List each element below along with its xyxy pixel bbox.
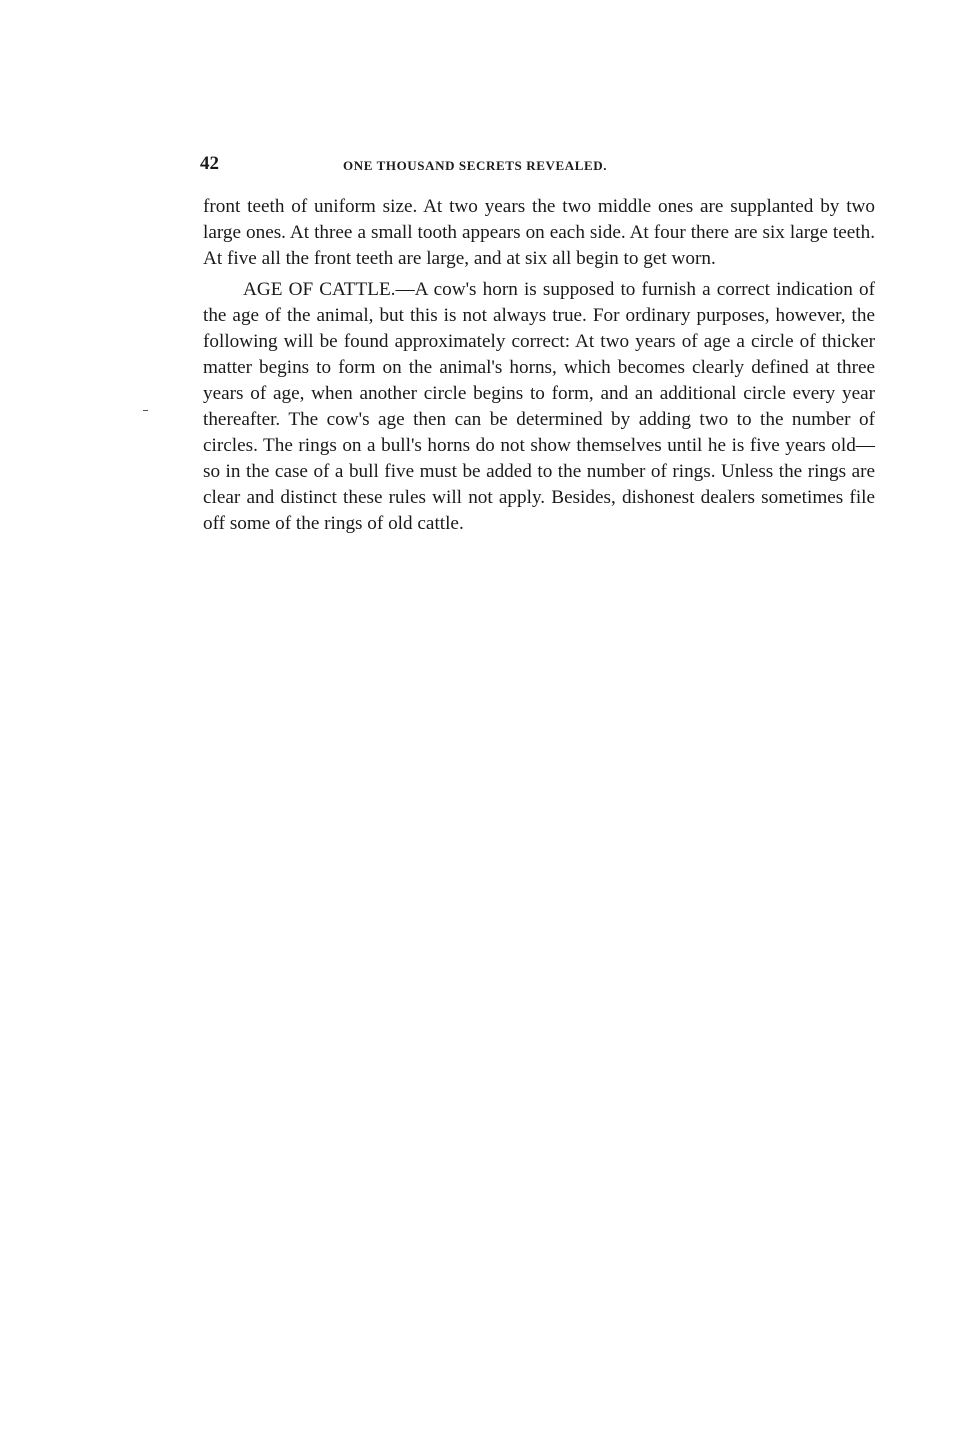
section-heading: AGE OF CATTLE. [243,279,396,300]
margin-mark [143,410,148,411]
book-page [200,150,875,537]
running-head [200,150,875,180]
paragraph-age-of-cattle [203,277,875,537]
paragraph-teeth-continuation [203,194,875,272]
page-number: 42 [200,153,219,174]
paragraph-text: —A cow's horn is supposed to furnish a correct indication of the age of the animal, but this is not always true. For ordinary purposes, however, the following will be found approximately correct: At two years of age a circle of thicker matter begins to form on the animal's horns, which becomes clearly defined at three years of age, when another circle begins to form, and an additional circle every year thereafter. The cow's age then can be determined by adding two to the number of circles. The rings on a bull's horns do not show themselves until he is five years old—so in the case of a bull five must be added to the number of rings. Unless the rings are clear and distinct these rules will not apply. Besides, dishonest dealers sometimes file off some of the rings of old cattle. [203,279,875,534]
paragraph-text: front teeth of uniform size. At two years the two middle ones are supplanted by two large ones. At three a small tooth appears on each side. At four there are six large teeth. At five all the front teeth are large, and at six all begin to get worn. [203,196,875,269]
running-title: ONE THOUSAND SECRETS REVEALED. [343,158,608,173]
